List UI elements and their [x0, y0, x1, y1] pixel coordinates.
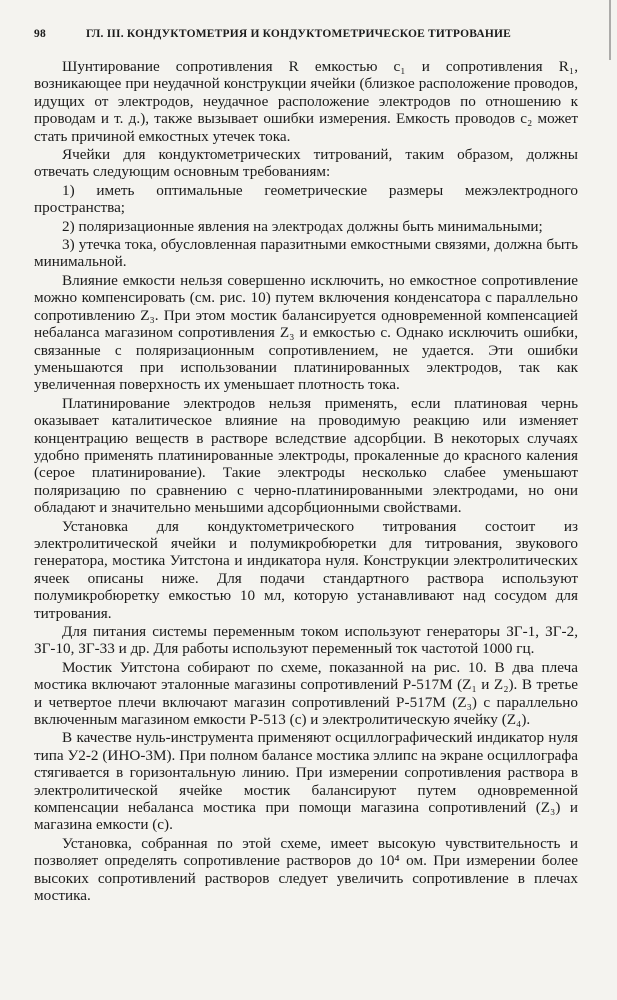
- paragraph-shunting: Шунтирование сопротивления R емкостью c₁ и сопротивления R₁, возникающее при неудачной конструкции ячейки (близкое расположение проводов, идущих от электродов, неудачное расположение электродов по отношению к проводам и т. д.), также вызывает ошибки измерения. Емкость проводов c₂ может стать причиной емкостных утечек тока.: [34, 58, 578, 145]
- page-number: 98: [34, 28, 46, 40]
- paragraph-null-instrument: В качестве нуль-инструмента применяют осциллографический индикатор нуля типа У2-2 (ИНО-3М). При полном балансе мостика эллипс на экране осциллографа стягивается в горизонтальную линию. При измерении сопротивления раствора в электролитической ячейке мостик балансируют путем одновременной компенсации небаланса мостика при помощи магазина сопротивлений (Z₃) и магазина емкости (c).: [34, 729, 578, 834]
- paragraph-platinizing: Платинирование электродов нельзя применять, если платиновая чернь оказывает каталитическое влияние на проводимую реакцию или изменяет концентрацию веществ в растворе вследствие адсорбции. В некоторых случаях удобно применять платинированные электроды, прокаленные до красного каления (серое платинирование). Такие электроды несколько слабее уменьшают поляризацию по сравнению с черно-платинированными электродами, но они обладают и значительно меньшими адсорбционными свойствами.: [34, 394, 578, 517]
- body-text: [34, 58, 578, 906]
- page-edge-mark: [609, 0, 611, 60]
- paragraph-setup: Установка для кондуктометрического титрования состоит из электролитической ячейки и полумикробюретки для титрования, звукового генератора, мостика Уитстона и индикатора нуля. Конструкции электролитических ячеек описаны ниже. Для подачи стандартного раствора используют полумикробюретку емкостью 10 мл, которую устанавливают над сосудом для титрования.: [34, 517, 578, 622]
- paragraph-wheatstone: Мостик Уитстона собирают по схеме, показанной на рис. 10. В два плеча мостика включают эталонные магазины сопротивлений Р-517М (Z₁ и Z₂). В третье и четвертое плечи включают магазин сопротивлений Р-517М (Z₃) с параллельно включенным магазином емкости Р-513 (c) и электролитическую ячейку (Z₄).: [34, 658, 578, 729]
- paragraph-power: Для питания системы переменным током используют генераторы ЗГ-1, ЗГ-2, ЗГ-10, ЗГ-33 и др. Для работы используют переменный ток частотой 1000 гц.: [34, 623, 578, 658]
- list-item-2: 2) поляризационные явления на электродах должны быть минимальными;: [62, 217, 543, 235]
- running-title: ГЛ. III. КОНДУКТОМЕТРИЯ И КОНДУКТОМЕТРИЧЕСКОЕ ТИТРОВАНИЕ: [86, 28, 512, 40]
- paragraph-requirements-intro: Ячейки для кондуктометрических титрований, таким образом, должны отвечать следующим основным требованиям:: [34, 146, 578, 181]
- paragraph-capacitance: Влияние емкости нельзя совершенно исключить, но емкостное сопротивление можно компенсировать (см. рис. 10) путем включения конденсатора c параллельно сопротивлению Z₃. При этом мостик балансируется одновременной компенсацией небаланса магазином сопротивления Z₃ и емкостью c. Однако исключить ошибки, связанные с поляризационным сопротивлением, не удается. Эти ошибки уменьшаются при использовании платинированных электродов, так как увеличенная поверхность их уменьшает плотность тока.: [34, 271, 578, 394]
- list-item-1: 1) иметь оптимальные геометрические размеры межэлектродного пространства;: [34, 181, 578, 217]
- list-item-3: 3) утечка тока, обусловленная паразитными емкостными связями, должна быть минимальной.: [34, 236, 578, 271]
- paragraph-sensitivity: Установка, собранная по этой схеме, имеет высокую чувствительность и позволяет определять сопротивление растворов до 10⁴ ом. При измерении более высоких сопротивлений растворов следует увеличить сопротивление в плечах мостика.: [34, 834, 578, 905]
